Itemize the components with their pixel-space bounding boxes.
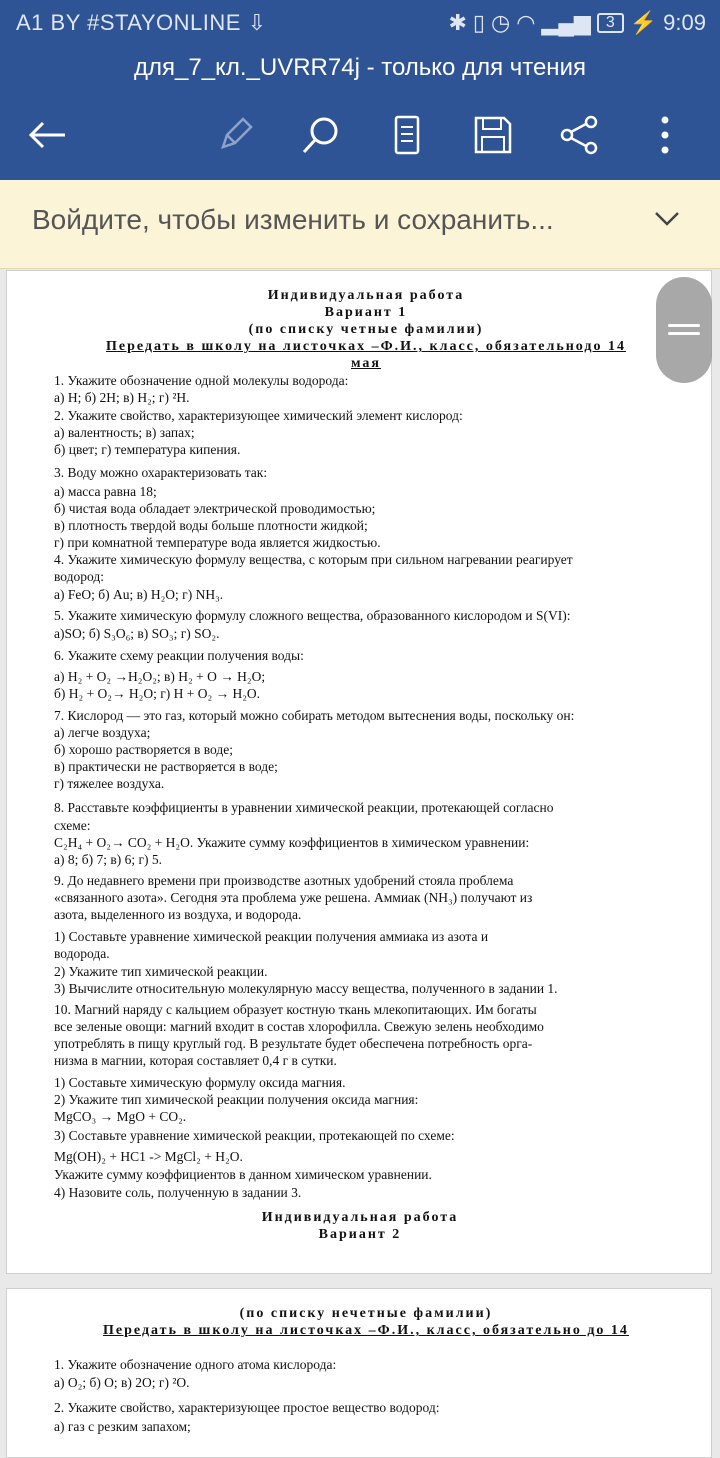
document-line: а) H₂ + O₂ →H₂O₂; в) H₂ + O → H₂O; [54, 669, 266, 684]
document-line: 3. Воду можно охарактеризовать так: [54, 465, 268, 480]
document-page-2 [6, 1288, 712, 1458]
page-title: Индивидуальная работа [261, 1210, 459, 1225]
page-title: Индивидуальная работа [267, 288, 465, 303]
bluetooth-icon: ✱ [448, 10, 467, 35]
scroll-handle[interactable] [656, 277, 712, 383]
list-note: (по списку четные фамилии) [248, 322, 484, 337]
document-line: 9. До недавнего времени при производстве азотных удобрений стояла проблема [54, 873, 514, 888]
variant-title: Вариант 2 [318, 1227, 402, 1242]
document-line: б) хорошо растворяется в воде; [54, 742, 234, 757]
document-line: схеме: [54, 818, 91, 833]
document-line: 2. Укажите свойство, характеризующее химический элемент кислород: [54, 408, 463, 423]
document-line: употреблять в пищу круглый год. В результате будет обеспечена потребность орга- [54, 1036, 533, 1051]
document-line: 1. Укажите обозначение одного атома кислорода: [54, 1357, 337, 1372]
wifi-icon: ◠ [516, 10, 536, 35]
document-line: а) O₂; б) O; в) 2O; г) ²O. [54, 1375, 190, 1390]
document-line: в) плотность твердой воды больше плотности жидкой; [54, 518, 368, 533]
document-line: 1) Составьте химическую формулу оксида магния. [54, 1075, 346, 1090]
edit-pencil-icon[interactable] [212, 112, 258, 158]
share-icon[interactable] [556, 112, 602, 158]
document-line: 8. Расставьте коэффициенты в уравнении химической реакции, протекающей согласно [54, 800, 554, 815]
document-line: 5. Укажите химическую формулу сложного вещества, образованного кислородом и S(VI): [54, 608, 571, 623]
document-line: 1) Составьте уравнение химической реакции получения аммиака из азота и [54, 929, 489, 944]
clock: 9:09 [663, 10, 706, 35]
document-page-1 [6, 270, 712, 1274]
toolbar [0, 100, 720, 170]
save-icon[interactable] [470, 112, 516, 158]
document-line: 3) Составьте уравнение химической реакции, протекающей по схеме: [54, 1128, 455, 1143]
sign-in-banner[interactable] [0, 180, 720, 269]
document-line: а) валентность; в) запах; [54, 425, 195, 440]
document-line: г) тяжелее воздуха. [54, 776, 165, 791]
document-line: а) Н; б) 2Н; в) Н₂; г) ²Н. [54, 390, 190, 405]
signal-icon: ▂▄▆ [541, 10, 591, 35]
document-line: 6. Укажите схему реакции получения воды: [54, 648, 304, 663]
document-line: 3) Вычислите относительную молекулярную массу вещества, полученного в задании 1. [54, 981, 558, 996]
app-bar [0, 0, 720, 180]
document-line: а) легче воздуха; [54, 725, 151, 740]
document-line: водорода. [54, 946, 110, 961]
document-line: а) FeO; б) Au; в) H₂O; г) NH₃. [54, 587, 224, 602]
document-line: водород: [54, 569, 104, 584]
alarm-icon: ◷ [491, 10, 511, 35]
document-line: 7. Кислород — это газ, который можно собирать методом вытеснения воды, поскольку он: [54, 708, 575, 723]
document-line: а) масса равна 18; [54, 484, 157, 499]
document-line: 1. Укажите обозначение одной молекулы водорода: [54, 373, 349, 388]
charging-icon: ⚡ [629, 10, 658, 35]
document-line: 2) Укажите тип химической реакции. [54, 964, 268, 979]
instruction-line: Передать в школу на листочках –Ф.И., класс, обязательно до 14 [103, 1323, 629, 1338]
back-arrow-icon[interactable] [24, 112, 70, 158]
document-line: 2. Укажите свойство, характеризующее простое вещество водород: [54, 1400, 440, 1415]
document-line: б) H₂ + O₂→ H₂O; г) H + O₂ → H₂O. [54, 686, 261, 701]
document-line: а) 8; б) 7; в) 6; г) 5. [54, 852, 163, 867]
document-line: 2) Укажите тип химической реакции получения оксида магния: [54, 1092, 419, 1107]
document-title: для_7_кл._UVRR74j - только для чтения [134, 54, 586, 81]
document-line: 4. Укажите химическую формулу вещества, с которым при сильном нагревании реагирует [54, 552, 573, 567]
document-line: низма в магнии, которая составляет 0,4 г в сутки. [54, 1053, 337, 1068]
vibrate-icon: ▯ [472, 10, 486, 35]
document-line: C₂H₄ + O₂→ CO₂ + H₂O. Укажите сумму коэффициентов в химическом уравнении: [54, 835, 530, 850]
variant-title: Вариант 1 [324, 305, 408, 320]
instruction-line-cont: мая [350, 356, 381, 371]
carrier-label: A1 BY #STAYONLINE [16, 10, 241, 35]
document-line: а) газ с резким запахом; [54, 1419, 191, 1434]
battery-icon: 3 [597, 13, 624, 33]
document-line: г) при комнатной температуре вода является жидкостью. [54, 535, 381, 550]
instruction-line: Передать в школу на листочках –Ф.И., класс, обязательнодо 14 [106, 339, 626, 354]
document-line: б) цвет; г) температура кипения. [54, 442, 241, 457]
chevron-down-icon[interactable] [654, 210, 680, 231]
document-line: Укажите сумму коэффициентов в данном химическом уравнении. [54, 1167, 432, 1182]
more-icon[interactable] [642, 112, 688, 158]
document-line: 10. Магний наряду с кальцием образует костную ткань млекопитающих. Им богаты [54, 1002, 537, 1017]
document-line: б) чистая вода обладает электрической проводимостью; [54, 501, 376, 516]
document-line: «связанного азота». Сегодня эта проблема уже решена. Аммиак (NH₃) получают из [54, 890, 533, 905]
list-note: (по списку нечетные фамилии) [239, 1306, 493, 1321]
document-line: азота, выделенного из воздуха, и водорода. [54, 907, 302, 922]
document-line: MgCO₃ → MgO + CO₂. [54, 1109, 187, 1124]
banner-text: Войдите, чтобы изменить и сохранить... [32, 204, 554, 235]
status-bar [0, 0, 720, 48]
document-line: в) практически не растворяется в воде; [54, 759, 278, 774]
mobile-view-icon[interactable] [384, 112, 430, 158]
document-line: 4) Назовите соль, полученную в задании 3. [54, 1185, 302, 1200]
document-line: все зеленые овощи: магний входит в состав хлорофилла. Свежую зелень необходимо [54, 1019, 544, 1034]
search-icon[interactable] [298, 112, 344, 158]
document-line: Mg(OH)₂ + HC1 -> MgCl₂ + H₂O. [54, 1149, 243, 1164]
document-line: а)SO; б) S₃O₆; в) SO₃; г) SO₂. [54, 626, 220, 641]
download-icon: ⇩ [247, 10, 267, 35]
